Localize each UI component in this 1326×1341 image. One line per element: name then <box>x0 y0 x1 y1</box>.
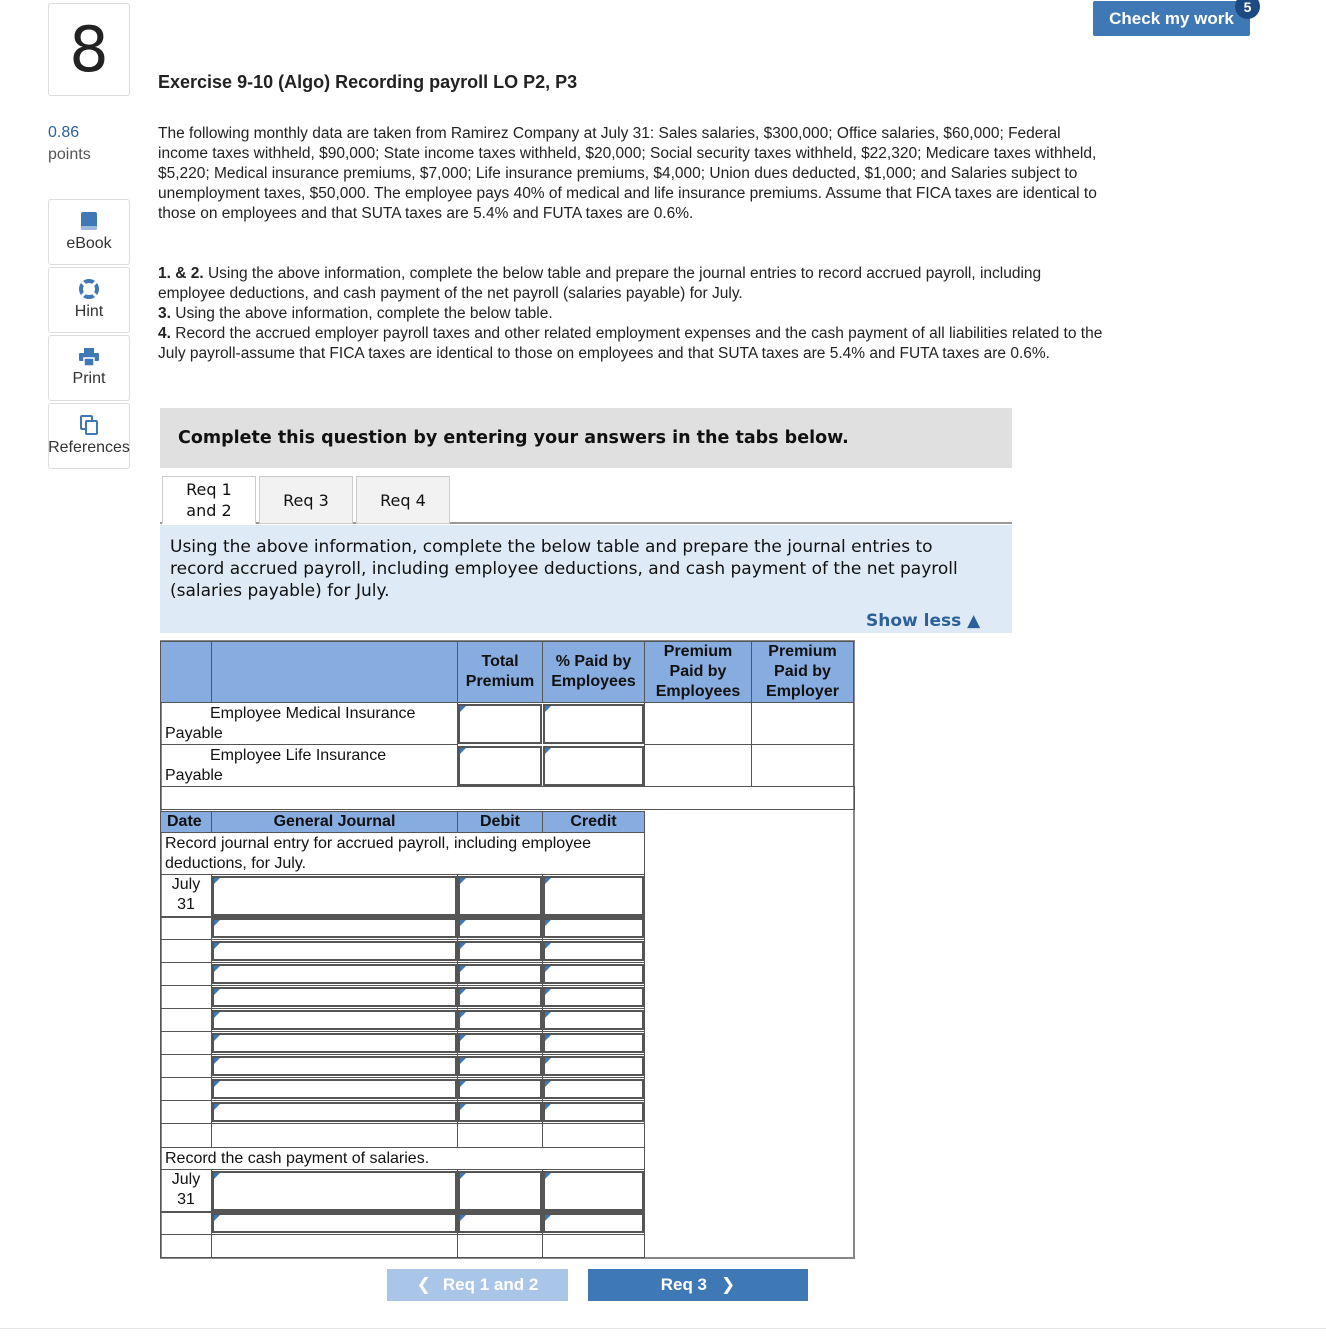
entry-1-account-input[interactable] <box>212 1079 457 1099</box>
exercise-title: Exercise 9-10 (Algo) Recording payroll LO P2, P3 <box>158 72 578 92</box>
lifebuoy-icon <box>79 279 99 299</box>
tab-instruction: Using the above information, complete the below table and prepare the journal entries to record accrued payroll, including employee deductions, and cash payment of the net payroll (salaries payable) for July. <box>160 525 1012 633</box>
life-premium-employer-cell <box>751 744 854 787</box>
footer-divider <box>0 1328 1326 1341</box>
ebook-label: eBook <box>66 235 112 252</box>
journal-header-credit: Credit <box>542 811 645 833</box>
entry-1-account-input[interactable] <box>212 1102 457 1122</box>
entry-2-caption: Record the cash payment of salaries. <box>160 1147 645 1170</box>
life-premium-employees-cell <box>644 744 752 787</box>
journal-cell <box>542 1123 645 1148</box>
printer-icon <box>79 348 99 366</box>
medical-premium-employees-cell <box>644 702 752 745</box>
chevron-right-icon: ❯ <box>721 1275 736 1294</box>
entry-1-debit-input[interactable] <box>458 1010 542 1030</box>
prev-req-button: ❮ Req 1 and 2 <box>387 1269 568 1301</box>
requirement-1-2: 1. & 2. Using the above information, complete the below table and prepare the journal entries to record accrued payroll, including employee deductions, and cash payment of the net payroll (salaries payable) for July. <box>158 265 1042 302</box>
journal-date-cell <box>160 1123 212 1148</box>
header-total-premium: Total Premium <box>457 641 543 703</box>
journal-cell <box>542 1234 645 1258</box>
medical-pct-employees-input[interactable] <box>543 704 644 744</box>
entry-1-debit-input[interactable] <box>458 1079 542 1099</box>
journal-header-general-journal: General Journal <box>211 811 458 833</box>
premium-row-label: Employee Life Insurance Payable <box>160 744 458 787</box>
entry-1-debit-input[interactable] <box>458 1102 542 1122</box>
entry-1-debit-input[interactable] <box>458 1056 542 1076</box>
journal-cell <box>457 1123 543 1148</box>
entry-1-account-input[interactable] <box>212 964 457 984</box>
hint-button[interactable] <box>48 267 130 333</box>
entry-1-account-input[interactable] <box>212 918 457 938</box>
header-premium-paid-employees: Premium Paid by Employees <box>644 641 752 703</box>
print-label: Print <box>72 370 106 387</box>
premium-row-label: Employee Medical Insurance Payable <box>160 702 458 745</box>
attempts-badge: 5 <box>1235 0 1260 19</box>
journal-date-cell <box>160 962 212 986</box>
entry-1-account-input[interactable] <box>212 1056 457 1076</box>
entry-1-debit-input[interactable] <box>458 1033 542 1053</box>
entry-2-account-input[interactable] <box>212 1213 457 1233</box>
journal-header-date: Date <box>160 811 212 833</box>
journal-date-cell <box>160 1077 212 1101</box>
entry-2-credit-input[interactable] <box>543 1171 644 1211</box>
requirements-list <box>158 264 1108 364</box>
copy-icon <box>80 415 98 435</box>
entry-1-account-input[interactable] <box>212 987 457 1007</box>
hint-label: Hint <box>74 303 104 320</box>
journal-date-cell: July 31 <box>160 874 212 918</box>
entry-1-debit-input[interactable] <box>458 876 542 916</box>
journal-date-cell <box>160 985 212 1009</box>
journal-cell <box>211 1123 458 1148</box>
header-blank <box>211 641 458 703</box>
book-icon <box>80 211 98 231</box>
entry-1-credit-input[interactable] <box>543 876 644 916</box>
entry-1-caption: Record journal entry for accrued payroll, including employee deductions, for July. <box>160 832 645 875</box>
entry-1-credit-input[interactable] <box>543 1010 644 1030</box>
journal-date-cell <box>160 1031 212 1055</box>
entry-1-account-input[interactable] <box>212 1033 457 1053</box>
journal-date-cell <box>160 1054 212 1078</box>
entry-1-account-input[interactable] <box>212 876 457 916</box>
medical-premium-employer-cell <box>751 702 854 745</box>
journal-date-cell <box>160 1008 212 1032</box>
references-label: References <box>48 439 130 456</box>
requirement-4: 4. Record the accrued employer payroll taxes and other related employment expenses and the cash payment of all liabilities related to the July payroll-assume that FICA taxes are identical to those on employees and that SUTA taxes are 5.4% and FUTA taxes are 0.6%. <box>158 325 1103 362</box>
entry-2-credit-input[interactable] <box>543 1213 644 1233</box>
journal-cell <box>211 1234 458 1258</box>
tab-req-3[interactable]: Req 3 <box>259 476 353 524</box>
table-spacer-row <box>160 786 855 810</box>
check-my-work-button[interactable]: Check my work <box>1093 1 1250 36</box>
header-premium-paid-employer: Premium Paid by Employer <box>751 641 854 703</box>
entry-1-credit-input[interactable] <box>543 1102 644 1122</box>
journal-date-cell: July 31 <box>160 1169 212 1213</box>
entry-1-credit-input[interactable] <box>543 964 644 984</box>
requirement-3: 3. Using the above information, complete the below table. <box>158 305 553 322</box>
medical-total-premium-input[interactable] <box>458 704 542 744</box>
points-value: 0.86 <box>48 124 80 141</box>
entry-1-credit-input[interactable] <box>543 941 644 961</box>
entry-1-credit-input[interactable] <box>543 1079 644 1099</box>
life-pct-employees-input[interactable] <box>543 746 644 786</box>
entry-1-account-input[interactable] <box>212 941 457 961</box>
references-button[interactable] <box>48 403 130 469</box>
journal-date-cell <box>160 916 212 940</box>
instructions-banner: Complete this question by entering your answers in the tabs below. <box>160 408 1012 468</box>
header-blank <box>160 641 212 703</box>
triangle-up-icon: ▲ <box>967 611 981 631</box>
entry-1-debit-input[interactable] <box>458 918 542 938</box>
entry-2-debit-input[interactable] <box>458 1213 542 1233</box>
tab-req-4[interactable]: Req 4 <box>356 476 450 524</box>
ebook-button[interactable] <box>48 199 130 265</box>
show-less-link[interactable]: Show less ▲ <box>866 611 981 631</box>
chevron-left-icon: ❮ <box>416 1275 431 1294</box>
journal-date-cell <box>160 1211 212 1235</box>
points-label: points <box>48 146 91 163</box>
entry-1-credit-input[interactable] <box>543 918 644 938</box>
question-number: 8 <box>48 3 130 96</box>
tab-req-1-and-2[interactable]: Req 1 and 2 <box>162 476 256 524</box>
entry-1-credit-input[interactable] <box>543 987 644 1007</box>
entry-1-debit-input[interactable] <box>458 987 542 1007</box>
problem-statement: The following monthly data are taken from Ramirez Company at July 31: Sales salaries, $300,000; Office salaries, $60,000; Federal income taxes withheld, $90,000; State income taxes withheld, $20,000; Social security taxes withheld, $22,320; Medicare taxes withheld, $5,220; Medical insurance premiums, $7,000; Life insurance premiums, $4,000; Union dues deducted, $1,000; and Salaries subject to unemployment taxes, $50,000. The employee pays 40% of medical and life insurance premiums. Assume that FICA taxes are identical to those on employees and that SUTA taxes are 5.4% and FUTA taxes are 0.6%. <box>158 125 1097 222</box>
entry-2-debit-input[interactable] <box>458 1171 542 1211</box>
entry-1-account-input[interactable] <box>212 1010 457 1030</box>
entry-1-credit-input[interactable] <box>543 1056 644 1076</box>
entry-1-debit-input[interactable] <box>458 964 542 984</box>
life-total-premium-input[interactable] <box>458 746 542 786</box>
entry-1-debit-input[interactable] <box>458 941 542 961</box>
entry-1-credit-input[interactable] <box>543 1033 644 1053</box>
journal-header-debit: Debit <box>457 811 543 833</box>
header-pct-paid-employees: % Paid by Employees <box>542 641 645 703</box>
journal-date-cell <box>160 939 212 963</box>
print-button[interactable] <box>48 335 130 401</box>
journal-date-cell <box>160 1234 212 1258</box>
journal-cell <box>457 1234 543 1258</box>
journal-date-cell <box>160 1100 212 1124</box>
entry-2-account-input[interactable] <box>212 1171 457 1211</box>
next-req-button[interactable]: Req 3 ❯ <box>588 1269 808 1301</box>
